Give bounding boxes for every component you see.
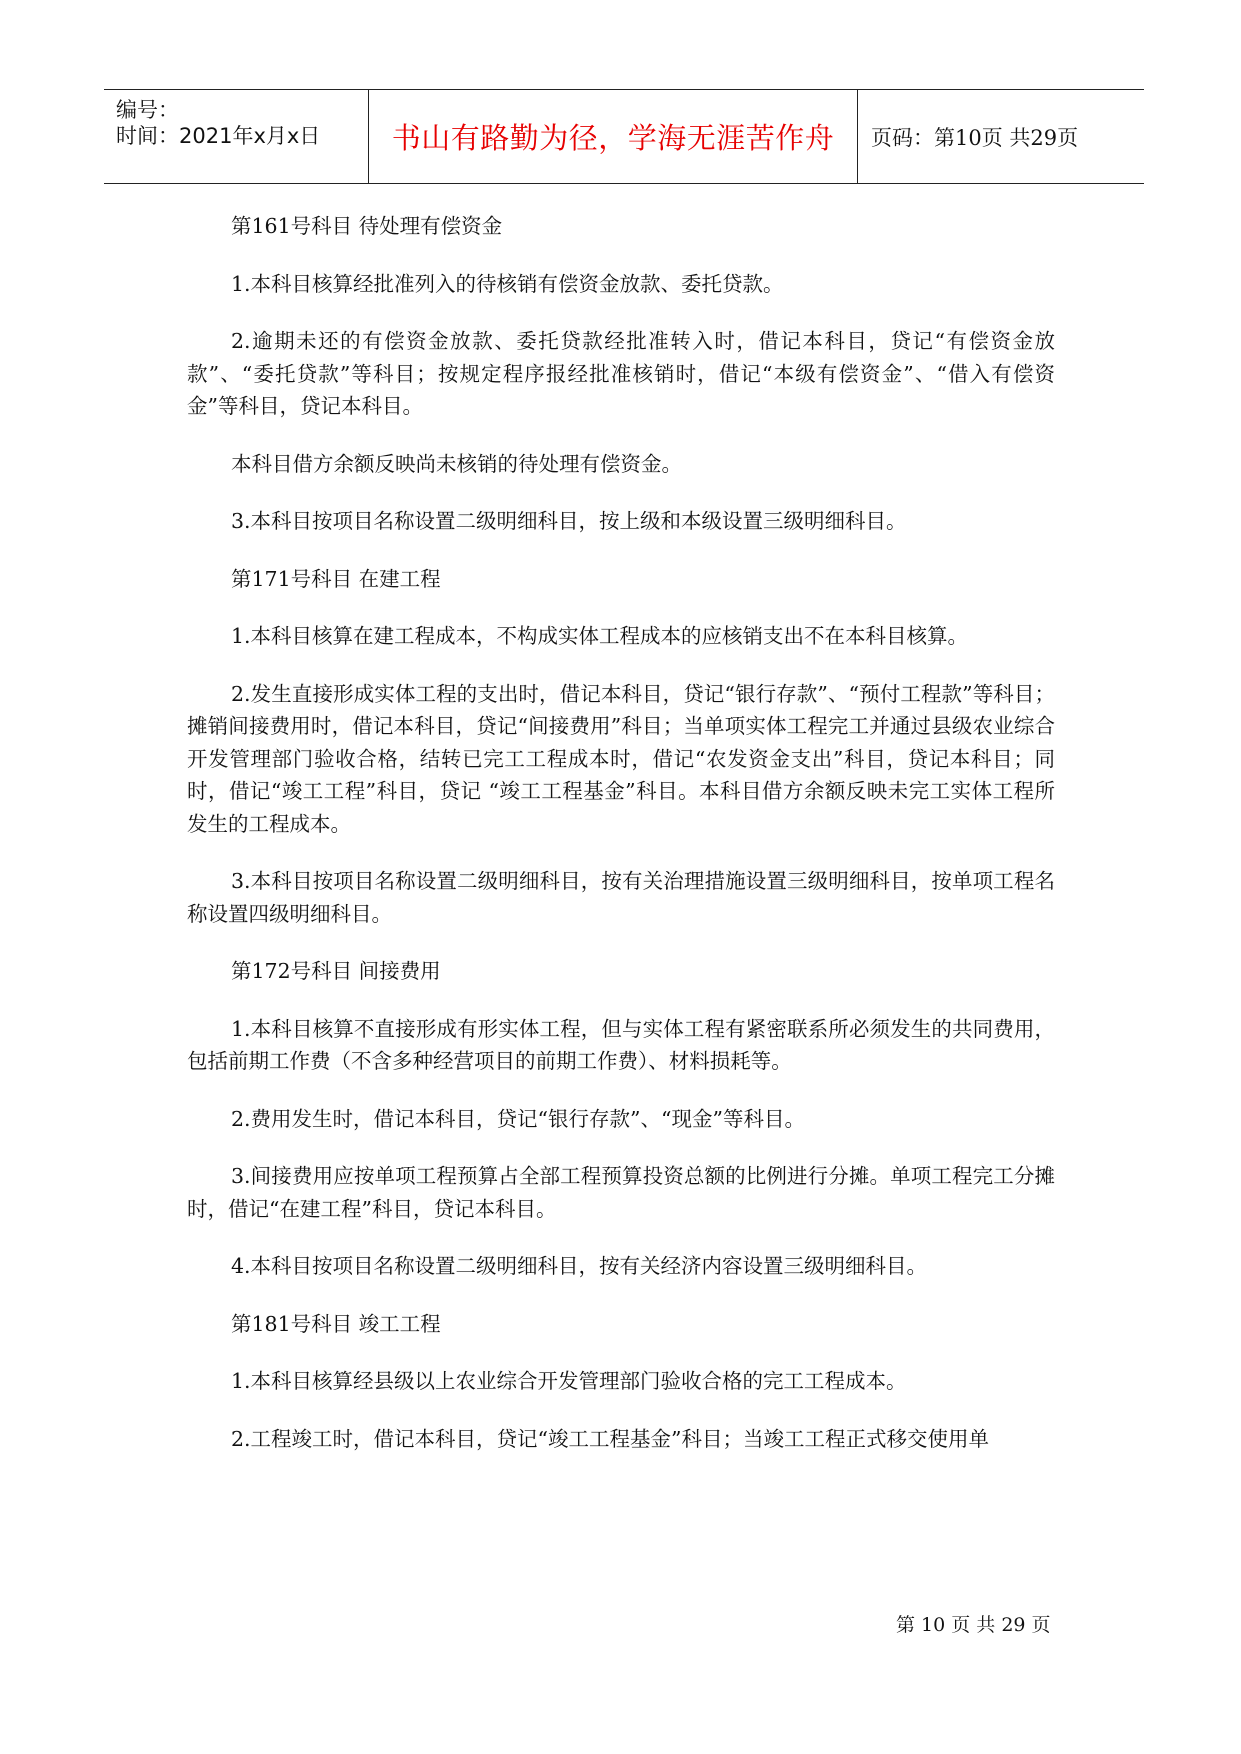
page-info: 页码：第10页 共29页 — [871, 125, 1079, 150]
header-left-cell — [104, 90, 368, 183]
paragraph: 本科目借方余额反映尚未核销的待处理有偿资金。 — [231, 451, 682, 476]
document-body — [187, 210, 1055, 1480]
section-heading: 第181号科目 竣工工程 — [231, 1311, 441, 1336]
paragraph: 1.本科目核算经批准列入的待核销有偿资金放款、委托贷款。 — [231, 271, 784, 296]
paragraph: 1.本科目核算在建工程成本，不构成实体工程成本的应核销支出不在本科目核算。 — [231, 624, 969, 648]
motto: 书山有路勤为径，学海无涯苦作舟 — [391, 121, 835, 155]
paragraph: 4.本科目按项目名称设置二级明细科目，按有关经济内容设置三级明细科目。 — [231, 1254, 928, 1278]
time-label: 时间：2021年x月x日 — [116, 124, 321, 148]
header-page-cell — [857, 90, 1144, 183]
paragraph: 3.间接费用应按单项工程预算占全部工程预算投资总额的比例进行分摊。单项工程完工分摊时，借记“在建工程”科目，贷记本科目。 — [187, 1164, 1055, 1221]
section-heading: 第161号科目 待处理有偿资金 — [231, 214, 503, 238]
section-heading: 第172号科目 间接费用 — [231, 959, 441, 983]
paragraph: 2.发生直接形成实体工程的支出时，借记本科目，贷记“银行存款”、“预付工程款”等科目；摊销间接费用时，借记本科目，贷记“间接费用”科目；当单项实体工程完工并通过县级农业综合开发管理部门验收合格，结转已完工工程成本时，借记“农发资金支出”科目，贷记本科目；同时，借记“竣工工程”科目，贷记 “竣工工程基金”科目。本科目借方余额反映未完工实体工程所发生的工程成本。 — [187, 681, 1055, 836]
paragraph: 3.本科目按项目名称设置二级明细科目，按有关治理措施设置三级明细科目，按单项工程名称设置四级明细科目。 — [187, 869, 1055, 926]
section-heading: 第171号科目 在建工程 — [231, 566, 441, 591]
paragraph: 2.逾期未还的有偿资金放款、委托贷款经批准转入时，借记本科目，贷记“有偿资金放款”、“委托贷款”等科目；按规定程序报经批准核销时，借记“本级有偿资金”、“借入有偿资金”等科目，贷记本科目。 — [187, 329, 1055, 418]
paragraph: 2.工程竣工时，借记本科目，贷记“竣工工程基金”科目；当竣工工程正式移交使用单 — [231, 1426, 990, 1451]
paragraph: 2.费用发生时，借记本科目，贷记“银行存款”、“现金”等科目。 — [231, 1106, 805, 1131]
paragraph: 1.本科目核算经县级以上农业综合开发管理部门验收合格的完工工程成本。 — [231, 1369, 907, 1393]
header-table — [104, 89, 1144, 184]
footer-page-number: 第 10 页 共 29 页 — [896, 1614, 1051, 1636]
paragraph: 1.本科目核算不直接形成有形实体工程，但与实体工程有紧密联系所必须发生的共同费用，包括前期工作费（不含多种经营项目的前期工作费）、材料损耗等。 — [187, 1016, 1055, 1073]
code-label: 编号： — [116, 98, 179, 122]
paragraph: 3.本科目按项目名称设置二级明细科目，按上级和本级设置三级明细科目。 — [231, 509, 907, 533]
header-motto-cell — [368, 90, 858, 183]
